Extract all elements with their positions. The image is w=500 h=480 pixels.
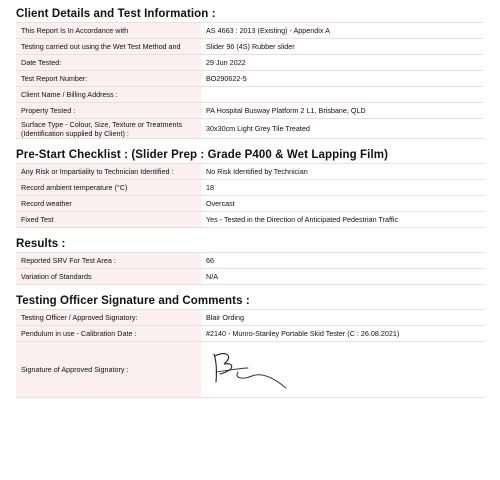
- row-value: 30x30cm Light Grey Tile Treated: [201, 119, 484, 139]
- section-title-pre-start-checklist: Pre-Start Checklist : (Slider Prep : Grade P400 & Wet Lapping Film): [16, 149, 389, 161]
- row-label: Fixed Test: [16, 212, 201, 228]
- table-row: [16, 310, 484, 326]
- table-row: [16, 342, 484, 398]
- row-label-line2: (Identification supplied by Client) :: [21, 128, 129, 138]
- row-value: 18: [201, 180, 484, 196]
- table-row: [16, 119, 484, 139]
- row-value: N/A: [201, 269, 484, 285]
- row-label: This Report Is In Accordance with: [16, 23, 201, 39]
- signature-image: [208, 348, 298, 392]
- table-row: [16, 55, 484, 71]
- row-value: Overcast: [201, 196, 484, 212]
- table-row: [16, 326, 484, 342]
- table-row: [16, 196, 484, 212]
- report-page: [16, 6, 484, 398]
- row-value: PA Hospital Busway Platform 2 L1, Brisbane, QLD: [201, 103, 484, 119]
- section-title-client-details: Client Details and Test Information :: [16, 8, 216, 20]
- section-title-signature: Testing Officer Signature and Comments :: [16, 295, 250, 307]
- row-label: Record ambient temperature (°C): [16, 180, 201, 196]
- table-row: [16, 39, 484, 55]
- signature-cell: [201, 342, 484, 398]
- row-label: Any Risk or Impartiality to Technician Identified :: [16, 164, 201, 180]
- row-label-line1: Surface Type - Colour, Size, Texture or Treatments: [21, 119, 183, 129]
- row-label: Test Report Number:: [16, 71, 201, 87]
- row-label: Reported SRV For Test Area :: [16, 253, 201, 269]
- table-row: [16, 164, 484, 180]
- row-label: Signature of Approved Signatory :: [16, 342, 201, 398]
- table-row: [16, 180, 484, 196]
- section-title-results: Results :: [16, 238, 66, 250]
- row-value: 66: [201, 253, 484, 269]
- row-label: [16, 119, 201, 139]
- row-value: #2140 - Munro-Stanley Portable Skid Tester (C : 26.08.2021): [201, 326, 484, 342]
- row-label: Testing Officer / Approved Signatory:: [16, 310, 201, 326]
- row-value: [201, 87, 484, 103]
- row-value: Blair Ording: [201, 310, 484, 326]
- row-label: Property Tested :: [16, 103, 201, 119]
- row-value: Slider 96 (4S) Rubber slider: [201, 39, 484, 55]
- row-value: No Risk Identified by Technician: [201, 164, 484, 180]
- table-row: [16, 23, 484, 39]
- row-label: Pendulum in use - Calibration Date :: [16, 326, 201, 342]
- row-value: 29 Jun 2022: [201, 55, 484, 71]
- row-label: Date Tested:: [16, 55, 201, 71]
- table-row: [16, 103, 484, 119]
- row-value: BO290622-5: [201, 71, 484, 87]
- table-row: [16, 71, 484, 87]
- table-row: [16, 269, 484, 285]
- signature-table: [16, 309, 484, 398]
- row-label: Testing carried out using the Wet Test Method and: [16, 39, 201, 55]
- table-row: [16, 253, 484, 269]
- results-table: [16, 252, 484, 285]
- row-label: Variation of Standards: [16, 269, 201, 285]
- table-row: [16, 87, 484, 103]
- table-row: [16, 212, 484, 228]
- row-value: Yes - Tested in the Direction of Anticipated Pedestrian Traffic: [201, 212, 484, 228]
- client-details-table: [16, 22, 484, 139]
- pre-start-checklist-table: [16, 163, 484, 228]
- row-value: AS 4663 : 2013 (Existing) - Appendix A: [201, 23, 484, 39]
- row-label: Client Name / Billing Address :: [16, 87, 201, 103]
- row-label: Record weather: [16, 196, 201, 212]
